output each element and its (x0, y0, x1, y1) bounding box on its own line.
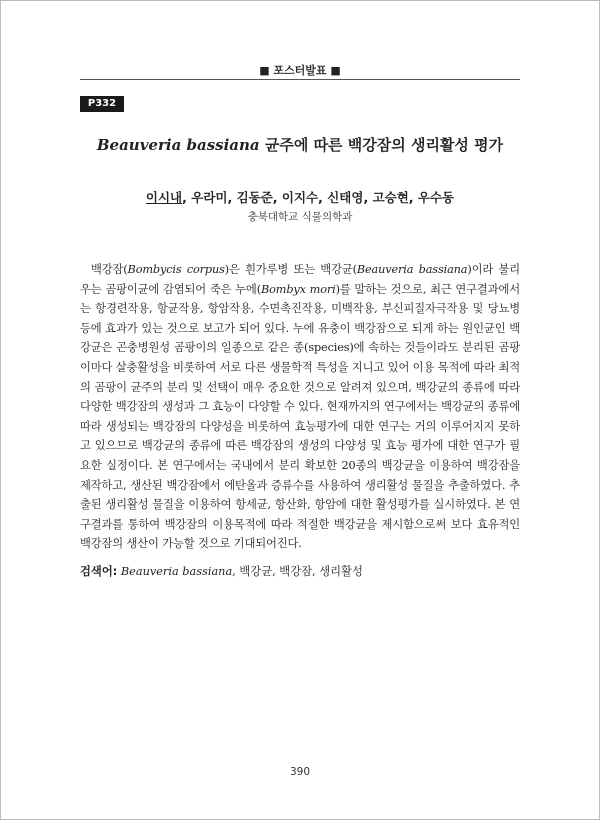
abstract-text: )를 말하는 것으로, 최근 연구결과에서는 항경련작용, 항균작용, 항암작용, 수면촉진작용, 미백작용, 부신피질자극작용 및 당뇨병 등에 효과가 있는 것으로 보고가 되어 있다. 누에 유충이 백강잠으로 되게 하는 원인균인 백강균은 곤충병원성 곰팡이의 일종으로 같은 종(species)에 속하는 것들이라도 분리된 곰팡이마다 살충활성을 비롯하여 서로 다른 생물학적 특성을 지니고 있어 이용 목적에 따라 최적의 곰팡이 균주의 분리 및 선택이 매우 중요한 것으로 알려져 있으며, 백강균의 종류에 따라 다양한 백강잠의 생성과 그 효능이 다양할 수 있다. 현재까지의 연구에서는 백강균의 종류에 따라 생성되는 백강잠의 다양성을 비롯하여 효능평가에 대한 연구는 거의 이루어지지 못하고 있으므로 백강균의 종류에 따른 백강잠의 생성의 다양성 및 효능 평가에 대한 연구가 필요한 실정이다. 본 연구에서는 국내에서 분리 확보한 20종의 백강균을 이용하여 백강잠을 제작하고, 생산된 백강잠에서 에탄올과 증류수를 사용하여 생리활성 물질을 추출하였다. 추출된 생리활성 물질을 이용하여 항세균, 항산화, 항암에 대한 활성평가를 실시하였다. 본 연구결과를 통하여 백강잠의 이용목적에 따라 적절한 백강균을 제시함으로써 보다 효유적인 백강잠의 생산이 가능할 것으로 기대되어진다. (80, 282, 520, 551)
abstract-text: 백강잠( (91, 263, 128, 276)
keywords-text: 백강균, 백강잠, 생리활성 (235, 565, 363, 578)
page-number: 390 (289, 766, 311, 778)
keywords-label: 검색어: (80, 565, 118, 578)
title-scientific-name: Beauveria bassiana (96, 136, 260, 154)
abstract-sci-name: Bombyx mori (260, 282, 336, 296)
keywords-line (80, 563, 520, 579)
title-text: 균주에 따른 백강잠의 생리활성 평가 (259, 136, 504, 154)
paper-title (0, 134, 600, 155)
abstract-text: )은 흰가루병 또는 백강균( (224, 263, 357, 276)
co-authors: , 우라미, 김동준, 이지수, 신태영, 고승현, 우수동 (182, 190, 455, 205)
section-header: ■ 포스터발표 ■ (259, 64, 341, 77)
presenting-author: 이시내 (145, 190, 183, 205)
keywords-sci-name: Beauveria bassiana, (120, 565, 236, 578)
abstract-body (80, 260, 520, 554)
author-list (0, 188, 600, 206)
abstract-sci-name: Bombycis corpus (127, 263, 225, 276)
abstract-sci-name: Beauveria bassiana (356, 263, 468, 276)
poster-id-badge: P332 (80, 96, 124, 112)
header-divider (80, 79, 520, 80)
affiliation: 충북대학교 식물의학과 (247, 211, 353, 223)
abstract-text: )이라 불리 우는 곰팡이균에 감염되어 죽은 누에( (80, 263, 520, 296)
